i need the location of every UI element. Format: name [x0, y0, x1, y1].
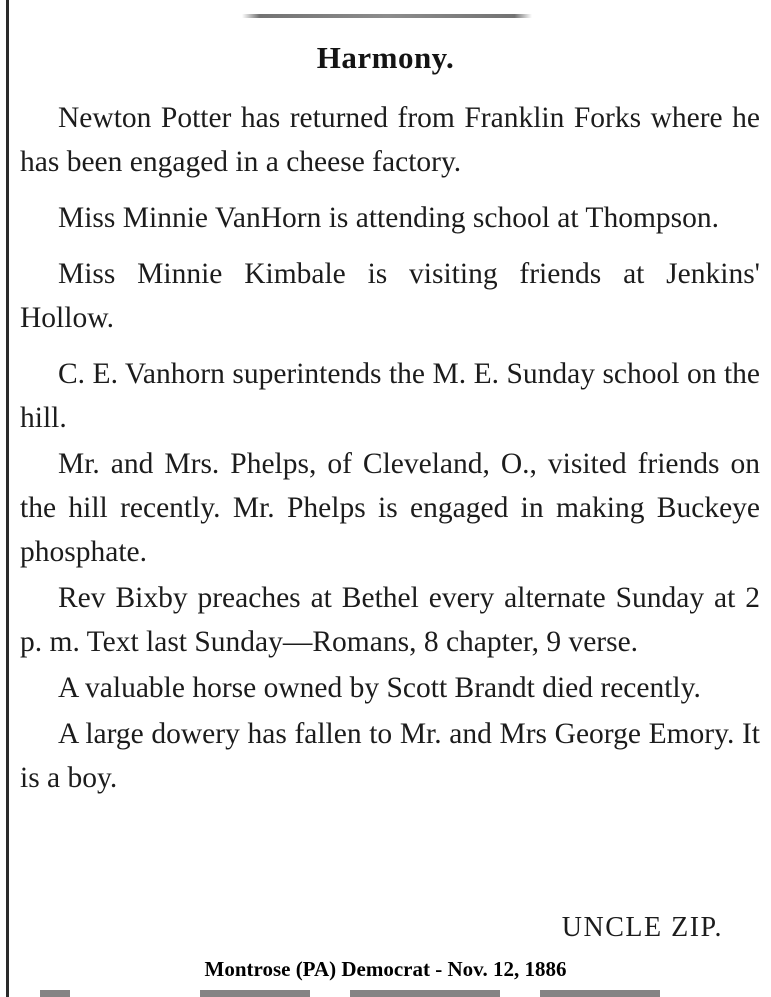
- article-paragraph: Newton Potter has returned from Franklin Forks where he has been engaged in a cheese factory.: [20, 102, 760, 178]
- article-paragraph: A large dowery has fallen to Mr. and Mrs George Emory. It is a boy.: [20, 718, 760, 794]
- article-paragraph: Miss Minnie VanHorn is attending school at Thompson.: [58, 202, 719, 234]
- separator-rule: [242, 14, 532, 18]
- source-caption: Montrose (PA) Democrat - Nov. 12, 1886: [204, 957, 567, 981]
- cropped-next-headline: [20, 990, 740, 997]
- article-signature: UNCLE ZIP.: [561, 912, 723, 943]
- column-rule: [6, 0, 9, 997]
- article-headline: Harmony.: [316, 40, 455, 75]
- article-paragraph: Mr. and Mrs. Phelps, of Cleveland, O., visited friends on the hill recently. Mr. Phelps is engaged in making Buckeye phosphate.: [20, 448, 760, 568]
- article-body: [20, 96, 760, 802]
- article-paragraph: Miss Minnie Kimbale is visiting friends at Jenkins' Hollow.: [20, 258, 760, 334]
- article-paragraph: A valuable horse owned by Scott Brandt died recently.: [58, 672, 701, 704]
- article-paragraph: Rev Bixby preaches at Bethel every alternate Sunday at 2 p. m. Text last Sunday—Romans, 8 chapter, 9 verse.: [20, 582, 760, 658]
- article-paragraph: C. E. Vanhorn superintends the M. E. Sunday school on the hill.: [20, 358, 760, 434]
